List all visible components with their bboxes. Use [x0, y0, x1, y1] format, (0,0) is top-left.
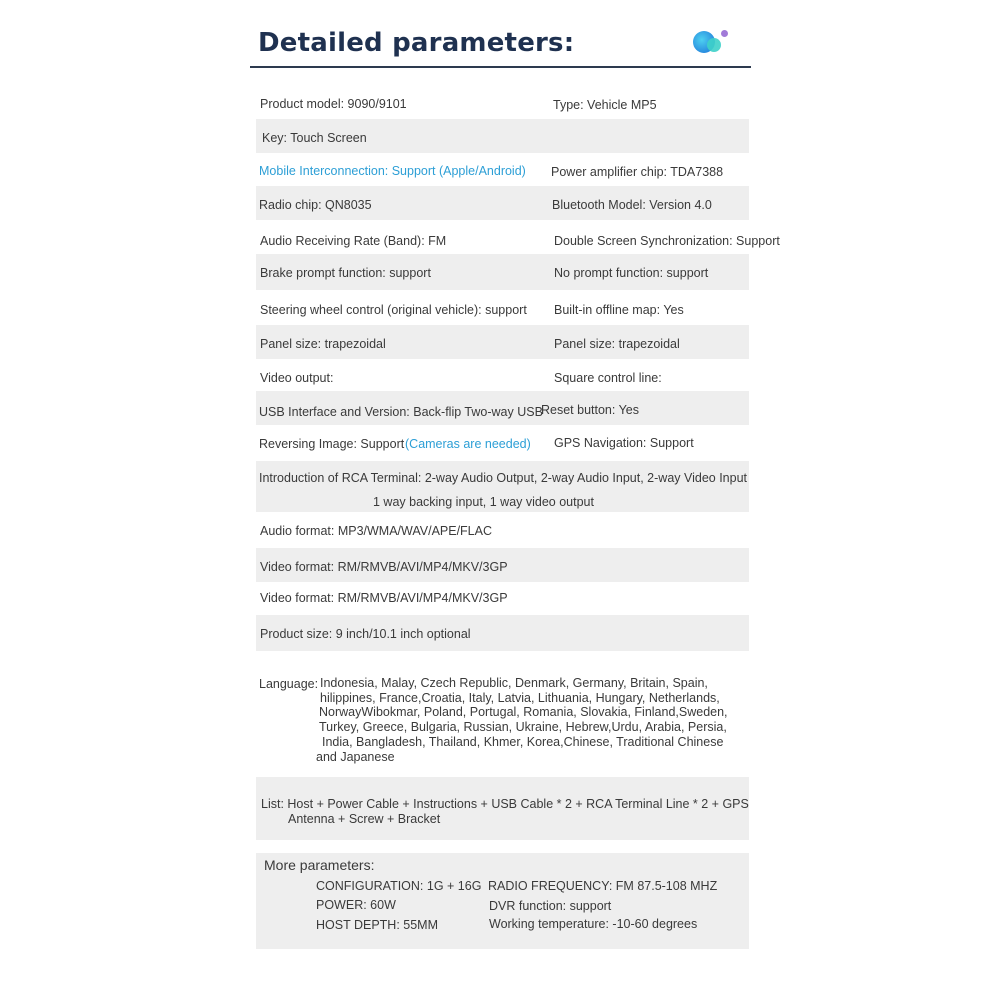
no-prompt: No prompt function: support — [554, 266, 709, 280]
dvr-function: DVR function: support — [489, 899, 612, 913]
language-line: India, Bangladesh, Thailand, Khmer, Korea,Chinese, Traditional Chinese — [322, 734, 724, 749]
language-line: hilippines, France,Croatia, Italy, Latvia, Lithuania, Hungary, Netherlands, — [320, 690, 720, 705]
rca-terminal-cont: 1 way backing input, 1 way video output — [373, 495, 594, 509]
product-size: Product size: 9 inch/10.1 inch optional — [260, 627, 471, 641]
type: Type: Vehicle MP5 — [553, 98, 657, 112]
brake-prompt: Brake prompt function: support — [260, 266, 431, 280]
list-line: Antenna + Screw + Bracket — [288, 811, 441, 826]
rca-terminal: Introduction of RCA Terminal: 2-way Audio Output, 2-way Audio Input, 2-way Video Input — [259, 471, 748, 485]
reversing-image: Reversing Image: Support — [259, 437, 405, 451]
mobile-interconnection: Mobile Interconnection: Support (Apple/Android) — [259, 164, 526, 178]
language-line: Turkey, Greece, Bulgaria, Russian, Ukraine, Hebrew,Urdu, Arabia, Persia, — [319, 720, 727, 735]
language-label: Language: — [259, 677, 319, 691]
panel-size-right: Panel size: trapezoidal — [554, 337, 680, 351]
video-format: Video format: RM/RMVB/AVI/MP4/MKV/3GP — [260, 560, 508, 574]
audio-format: Audio format: MP3/WMA/WAV/APE/FLAC — [260, 524, 493, 538]
language-list — [318, 676, 743, 764]
double-screen-sync: Double Screen Synchronization: Support — [554, 234, 780, 248]
video-format: Video format: RM/RMVB/AVI/MP4/MKV/3GP — [260, 591, 508, 605]
steering-wheel-control: Steering wheel control (original vehicle): support — [260, 303, 527, 317]
host-depth: HOST DEPTH: 55MM — [316, 918, 439, 932]
audio-receiving-rate: Audio Receiving Rate (Band): FM — [260, 234, 447, 248]
square-control-line: Square control line: — [554, 371, 662, 385]
gps-navigation: GPS Navigation: Support — [554, 436, 694, 450]
offline-map: Built-in offline map: Yes — [554, 303, 684, 317]
radio-frequency: RADIO FREQUENCY: FM 87.5-108 MHZ — [488, 879, 718, 893]
list-line: List: Host + Power Cable + Instructions + USB Cable * 2 + RCA Terminal Line * 2 + GPS — [261, 797, 749, 811]
page-title: Detailed parameters: — [258, 28, 575, 58]
language-line: Indonesia, Malay, Czech Republic, Denmark, Germany, Britain, Spain, — [320, 676, 708, 690]
radio-chip: Radio chip: QN8035 — [259, 198, 372, 212]
usb-interface: USB Interface and Version: Back-flip Two-way USB — [259, 405, 543, 419]
language-line: and Japanese — [316, 749, 395, 764]
assistant-orb-icon — [690, 28, 734, 60]
reversing-note: (Cameras are needed) — [405, 437, 531, 451]
panel-size-left: Panel size: trapezoidal — [260, 337, 386, 351]
bluetooth-model: Bluetooth Model: Version 4.0 — [552, 198, 712, 212]
product-model: Product model: 9090/9101 — [260, 97, 407, 111]
key: Key: Touch Screen — [262, 131, 367, 145]
configuration: CONFIGURATION: 1G + 16G — [316, 879, 482, 893]
title-divider — [250, 66, 751, 68]
reset-button: Reset button: Yes — [541, 403, 639, 417]
package-list — [261, 797, 749, 826]
working-temperature: Working temperature: -10-60 degrees — [489, 917, 698, 931]
video-output: Video output: — [260, 371, 334, 385]
language-line: NorwayWibokmar, Poland, Portugal, Romania, Slovakia, Finland,Sweden, — [319, 705, 728, 720]
more-params-title: More parameters: — [264, 857, 375, 873]
power-amplifier-chip: Power amplifier chip: TDA7388 — [551, 165, 724, 179]
power: POWER: 60W — [316, 898, 396, 912]
